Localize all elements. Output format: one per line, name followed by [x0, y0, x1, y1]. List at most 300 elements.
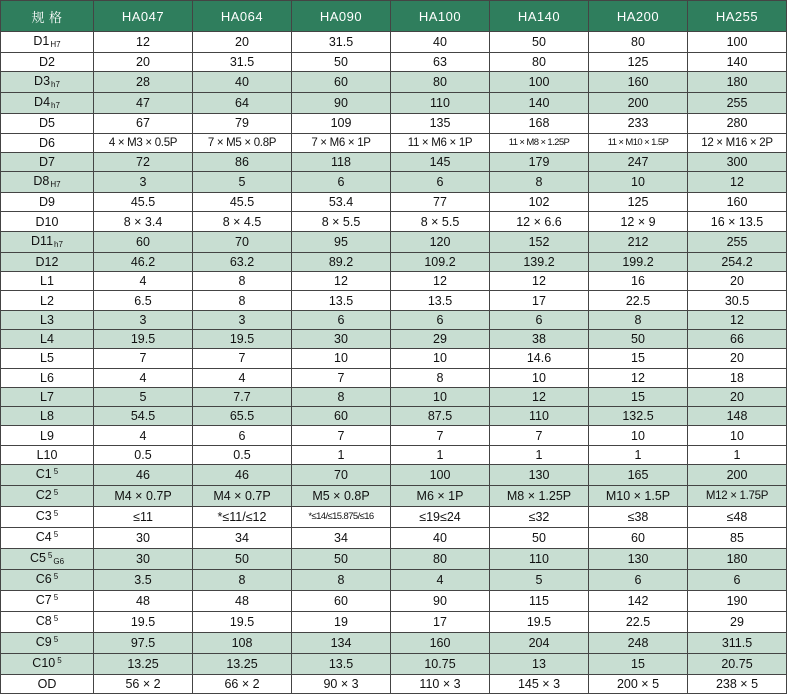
row-label-text: D7	[39, 155, 55, 170]
table-cell: 132.5	[589, 407, 688, 426]
row-label	[1, 32, 94, 53]
table-cell: 50	[193, 549, 292, 570]
table-cell: 80	[391, 72, 490, 93]
table-cell: 86	[193, 152, 292, 171]
table-cell: 148	[688, 407, 787, 426]
table-cell: 300	[688, 152, 787, 171]
row-label-superscript: 5	[53, 614, 59, 624]
table-cell: 80	[589, 32, 688, 53]
table-cell: M8 × 1.25P	[490, 486, 589, 507]
table-cell: 20.75	[688, 654, 787, 675]
table-cell: 8	[391, 368, 490, 387]
table-cell: 66 × 2	[193, 675, 292, 694]
table-cell: 18	[688, 368, 787, 387]
table-cell: 70	[193, 231, 292, 252]
row-label	[1, 445, 94, 464]
table-row	[1, 72, 787, 93]
table-cell: 10	[589, 426, 688, 445]
table-cell: 7	[391, 426, 490, 445]
table-cell: *≤14/≤15.875/≤16	[292, 507, 391, 528]
table-cell: 130	[589, 549, 688, 570]
table-cell: 6	[688, 570, 787, 591]
table-row	[1, 212, 787, 231]
header-spec-label: 规 格	[1, 1, 94, 32]
table-cell: 15	[589, 387, 688, 406]
table-cell: 34	[193, 528, 292, 549]
table-row	[1, 407, 787, 426]
table-cell: 8	[292, 387, 391, 406]
row-label	[1, 152, 94, 171]
row-label-text: D12	[35, 254, 59, 269]
table-cell: 10	[688, 426, 787, 445]
table-cell: 110	[490, 549, 589, 570]
table-cell: 40	[391, 528, 490, 549]
table-cell: 4	[94, 426, 193, 445]
table-cell: 8 × 4.5	[193, 212, 292, 231]
table-cell: 50	[292, 549, 391, 570]
row-label-text: L1	[40, 274, 54, 289]
table-cell: 60	[94, 231, 193, 252]
table-cell: 190	[688, 591, 787, 612]
table-cell: 53.4	[292, 193, 391, 212]
table-cell: 3	[193, 310, 292, 329]
row-label-text: D1	[33, 34, 50, 48]
table-cell: 3	[94, 310, 193, 329]
table-row	[1, 310, 787, 329]
table-cell: 40	[391, 32, 490, 53]
table-cell: 46	[94, 465, 193, 486]
table-cell: 8	[589, 310, 688, 329]
table-cell: 7.7	[193, 387, 292, 406]
row-label-text: L3	[40, 312, 54, 327]
table-cell: 40	[193, 72, 292, 93]
table-cell: 11 × M10 × 1.5P	[589, 133, 688, 152]
row-label-superscript: 5	[47, 551, 53, 561]
table-cell: 19.5	[193, 612, 292, 633]
row-label	[1, 426, 94, 445]
table-cell: 3.5	[94, 570, 193, 591]
table-row	[1, 591, 787, 612]
table-row	[1, 252, 787, 271]
table-cell: 19.5	[94, 329, 193, 348]
row-label	[1, 172, 94, 193]
table-cell: 31.5	[292, 32, 391, 53]
table-cell: 20	[94, 53, 193, 72]
table-cell: 0.5	[94, 445, 193, 464]
table-row	[1, 133, 787, 152]
table-cell: 29	[391, 329, 490, 348]
table-cell: 60	[589, 528, 688, 549]
table-row	[1, 193, 787, 212]
row-label-text: C1	[35, 467, 52, 482]
row-label	[1, 528, 94, 549]
table-row	[1, 465, 787, 486]
table-cell: 45.5	[94, 193, 193, 212]
row-label	[1, 231, 94, 252]
table-cell: 54.5	[94, 407, 193, 426]
table-cell: 7 × M6 × 1P	[292, 133, 391, 152]
row-label-text: D11	[31, 233, 54, 248]
row-label-text: D2	[39, 55, 55, 70]
row-label-text: D6	[39, 135, 55, 150]
table-cell: 212	[589, 231, 688, 252]
row-label	[1, 133, 94, 152]
table-cell: 14.6	[490, 349, 589, 368]
table-cell: 7	[94, 349, 193, 368]
table-cell: 5	[490, 570, 589, 591]
row-label-text: C3	[35, 509, 52, 524]
table-cell: 10	[490, 368, 589, 387]
row-label-text: D4	[34, 95, 51, 110]
table-cell: 13.5	[391, 291, 490, 310]
row-label-text: C2	[35, 488, 52, 503]
table-cell: 67	[94, 114, 193, 133]
table-cell: 6.5	[94, 291, 193, 310]
table-cell: 12 × 6.6	[490, 212, 589, 231]
row-label-text: L7	[40, 390, 54, 404]
row-label	[1, 633, 94, 654]
table-cell: 46.2	[94, 252, 193, 271]
table-cell: 1	[589, 445, 688, 464]
table-cell: 140	[490, 93, 589, 114]
table-cell: 70	[292, 465, 391, 486]
table-row	[1, 633, 787, 654]
row-label-tolerance: h7	[51, 101, 60, 111]
table-cell: 8 × 5.5	[391, 212, 490, 231]
row-label-text: L2	[40, 293, 54, 308]
table-row	[1, 152, 787, 171]
table-cell: 60	[292, 72, 391, 93]
table-cell: 7	[292, 426, 391, 445]
table-cell: 50	[292, 53, 391, 72]
table-cell: 6	[193, 426, 292, 445]
table-cell: 38	[490, 329, 589, 348]
table-cell: ≤32	[490, 507, 589, 528]
table-cell: 7 × M5 × 0.8P	[193, 133, 292, 152]
row-label	[1, 349, 94, 368]
table-cell: 79	[193, 114, 292, 133]
table-cell: 87.5	[391, 407, 490, 426]
table-cell: 97.5	[94, 633, 193, 654]
table-cell: 17	[490, 291, 589, 310]
table-cell: 22.5	[589, 612, 688, 633]
header-model-ha047: HA047	[94, 1, 193, 32]
table-cell: 12	[490, 387, 589, 406]
row-label	[1, 465, 94, 486]
table-cell: 64	[193, 93, 292, 114]
table-cell: 30	[292, 329, 391, 348]
row-label	[1, 407, 94, 426]
table-cell: 1	[391, 445, 490, 464]
header-model-ha140: HA140	[490, 1, 589, 32]
table-cell: 254.2	[688, 252, 787, 271]
table-cell: 50	[490, 32, 589, 53]
table-cell: 8	[193, 272, 292, 291]
table-cell: 10	[292, 349, 391, 368]
table-cell: 10	[391, 387, 490, 406]
table-cell: 5	[193, 172, 292, 193]
table-row	[1, 349, 787, 368]
table-cell: 311.5	[688, 633, 787, 654]
table-cell: 125	[589, 53, 688, 72]
row-label-text: D9	[39, 195, 55, 210]
table-cell: 109	[292, 114, 391, 133]
row-label-text: D5	[39, 116, 55, 131]
table-row	[1, 114, 787, 133]
table-row	[1, 93, 787, 114]
table-cell: 8 × 5.5	[292, 212, 391, 231]
table-cell: 30	[94, 528, 193, 549]
row-label	[1, 507, 94, 528]
table-cell: 100	[688, 32, 787, 53]
table-cell: 134	[292, 633, 391, 654]
table-cell: M4 × 0.7P	[94, 486, 193, 507]
table-cell: 6	[391, 172, 490, 193]
table-cell: ≤38	[589, 507, 688, 528]
table-row	[1, 654, 787, 675]
table-cell: 29	[688, 612, 787, 633]
row-label-text: C10	[32, 656, 56, 671]
row-label-superscript: 5	[53, 530, 59, 540]
table-cell: 50	[589, 329, 688, 348]
table-row	[1, 528, 787, 549]
table-cell: 10	[391, 349, 490, 368]
table-cell: 145	[391, 152, 490, 171]
table-cell: 8	[193, 291, 292, 310]
table-cell: *≤11/≤12	[193, 507, 292, 528]
table-cell: 1	[292, 445, 391, 464]
row-label	[1, 291, 94, 310]
table-cell: 100	[490, 72, 589, 93]
table-row	[1, 387, 787, 406]
header-model-ha255: HA255	[688, 1, 787, 32]
row-label	[1, 486, 94, 507]
table-body	[1, 32, 787, 694]
row-label-text: OD	[37, 677, 57, 692]
table-cell: 31.5	[193, 53, 292, 72]
table-cell: 11 × M8 × 1.25P	[490, 133, 589, 152]
table-cell: 1	[688, 445, 787, 464]
row-label	[1, 272, 94, 291]
table-cell: 16 × 13.5	[688, 212, 787, 231]
table-cell: 102	[490, 193, 589, 212]
table-cell: 19.5	[94, 612, 193, 633]
table-cell: 140	[688, 53, 787, 72]
table-cell: 108	[193, 633, 292, 654]
row-label	[1, 252, 94, 271]
table-cell: 66	[688, 329, 787, 348]
table-cell: 6	[292, 310, 391, 329]
table-cell: 13	[490, 654, 589, 675]
row-label-text: C8	[35, 614, 52, 629]
table-cell: 255	[688, 231, 787, 252]
table-cell: 8 × 3.4	[94, 212, 193, 231]
table-cell: 4	[391, 570, 490, 591]
row-label-text: L4	[40, 332, 54, 347]
table-cell: 12	[490, 272, 589, 291]
table-cell: 110 × 3	[391, 675, 490, 694]
row-label	[1, 53, 94, 72]
row-label	[1, 570, 94, 591]
table-cell: ≤48	[688, 507, 787, 528]
row-label-text: L6	[40, 370, 54, 385]
table-cell: 4	[193, 368, 292, 387]
table-cell: 110	[391, 93, 490, 114]
row-label	[1, 193, 94, 212]
row-label-text: D8	[33, 174, 50, 189]
table-cell: 60	[292, 407, 391, 426]
table-cell: 80	[391, 549, 490, 570]
table-cell: 90	[391, 591, 490, 612]
table-cell: 19.5	[193, 329, 292, 348]
table-cell: 200	[589, 93, 688, 114]
table-row	[1, 445, 787, 464]
row-label	[1, 387, 94, 406]
table-cell: 8	[292, 570, 391, 591]
table-cell: 255	[688, 93, 787, 114]
header-model-ha100: HA100	[391, 1, 490, 32]
table-cell: ≤19≤24	[391, 507, 490, 528]
row-label-text: L10	[36, 447, 58, 462]
table-cell: 20	[193, 32, 292, 53]
table-cell: 12	[589, 368, 688, 387]
table-row	[1, 486, 787, 507]
table-cell: 135	[391, 114, 490, 133]
row-label-tolerance: G6	[53, 557, 65, 567]
table-cell: 12 × 9	[589, 212, 688, 231]
table-row	[1, 507, 787, 528]
table-cell: 179	[490, 152, 589, 171]
table-cell: 110	[490, 407, 589, 426]
row-label-tolerance: H7	[50, 40, 61, 49]
table-cell: 6	[391, 310, 490, 329]
table-cell: 63	[391, 53, 490, 72]
table-row	[1, 675, 787, 694]
table-cell: 204	[490, 633, 589, 654]
row-label-superscript: 5	[53, 572, 59, 582]
table-cell: 20	[688, 387, 787, 406]
table-cell: 22.5	[589, 291, 688, 310]
table-cell: 115	[490, 591, 589, 612]
table-cell: 15	[589, 349, 688, 368]
table-cell: 89.2	[292, 252, 391, 271]
table-cell: 45.5	[193, 193, 292, 212]
table-cell: 130	[490, 465, 589, 486]
table-cell: 199.2	[589, 252, 688, 271]
table-cell: 13.25	[193, 654, 292, 675]
table-cell: 238 × 5	[688, 675, 787, 694]
table-cell: 60	[292, 591, 391, 612]
row-label	[1, 675, 94, 694]
row-label-superscript: 5	[57, 656, 62, 666]
table-cell: 13.5	[292, 291, 391, 310]
table-cell: 10	[589, 172, 688, 193]
table-cell: 10.75	[391, 654, 490, 675]
table-cell: 30	[94, 549, 193, 570]
table-row	[1, 272, 787, 291]
table-cell: 160	[688, 193, 787, 212]
row-label	[1, 654, 94, 675]
table-cell: 15	[589, 654, 688, 675]
table-cell: 6	[589, 570, 688, 591]
table-cell: 17	[391, 612, 490, 633]
table-cell: 180	[688, 72, 787, 93]
row-label-superscript: 5	[53, 509, 59, 519]
table-cell: M12 × 1.75P	[688, 486, 787, 507]
row-label	[1, 549, 94, 570]
table-cell: 50	[490, 528, 589, 549]
table-row	[1, 329, 787, 348]
row-label-tolerance: h7	[51, 80, 60, 90]
table-row	[1, 53, 787, 72]
table-row	[1, 231, 787, 252]
row-label-text: L8	[40, 409, 54, 424]
header-row	[1, 1, 787, 32]
table-cell: 12	[391, 272, 490, 291]
header-model-ha090: HA090	[292, 1, 391, 32]
table-cell: 160	[589, 72, 688, 93]
table-cell: 248	[589, 633, 688, 654]
row-label-text: C6	[35, 572, 52, 587]
table-cell: 90	[292, 93, 391, 114]
table-cell: 48	[94, 591, 193, 612]
table-cell: 160	[391, 633, 490, 654]
table-cell: 48	[193, 591, 292, 612]
table-cell: 65.5	[193, 407, 292, 426]
table-cell: 120	[391, 231, 490, 252]
row-label-superscript: 5	[53, 467, 59, 477]
table-cell: 7	[490, 426, 589, 445]
table-cell: 12	[688, 172, 787, 193]
table-cell: 12	[688, 310, 787, 329]
table-cell: 85	[688, 528, 787, 549]
row-label	[1, 114, 94, 133]
table-row	[1, 549, 787, 570]
table-cell: 19	[292, 612, 391, 633]
table-cell: 125	[589, 193, 688, 212]
row-label-tolerance: h7	[54, 239, 63, 249]
table-cell: 6	[490, 310, 589, 329]
table-cell: 12	[94, 32, 193, 53]
table-row	[1, 426, 787, 445]
table-cell: ≤11	[94, 507, 193, 528]
table-cell: 11 × M6 × 1P	[391, 133, 490, 152]
table-cell: 0.5	[193, 445, 292, 464]
table-cell: 8	[490, 172, 589, 193]
table-row	[1, 368, 787, 387]
table-cell: 145 × 3	[490, 675, 589, 694]
table-cell: M6 × 1P	[391, 486, 490, 507]
row-label	[1, 212, 94, 231]
table-cell: 4 × M3 × 0.5P	[94, 133, 193, 152]
table-cell: 13.5	[292, 654, 391, 675]
row-label	[1, 612, 94, 633]
table-cell: 56 × 2	[94, 675, 193, 694]
table-cell: 12	[292, 272, 391, 291]
row-label-text: C9	[35, 635, 52, 650]
table-cell: 28	[94, 72, 193, 93]
row-label	[1, 329, 94, 348]
table-cell: 30.5	[688, 291, 787, 310]
row-label-superscript: 5	[53, 593, 59, 603]
row-label	[1, 93, 94, 114]
table-row	[1, 612, 787, 633]
header-model-ha200: HA200	[589, 1, 688, 32]
row-label-text: C7	[35, 593, 52, 608]
table-cell: 233	[589, 114, 688, 133]
table-cell: 13.25	[94, 654, 193, 675]
row-label-tolerance: H7	[50, 180, 61, 190]
